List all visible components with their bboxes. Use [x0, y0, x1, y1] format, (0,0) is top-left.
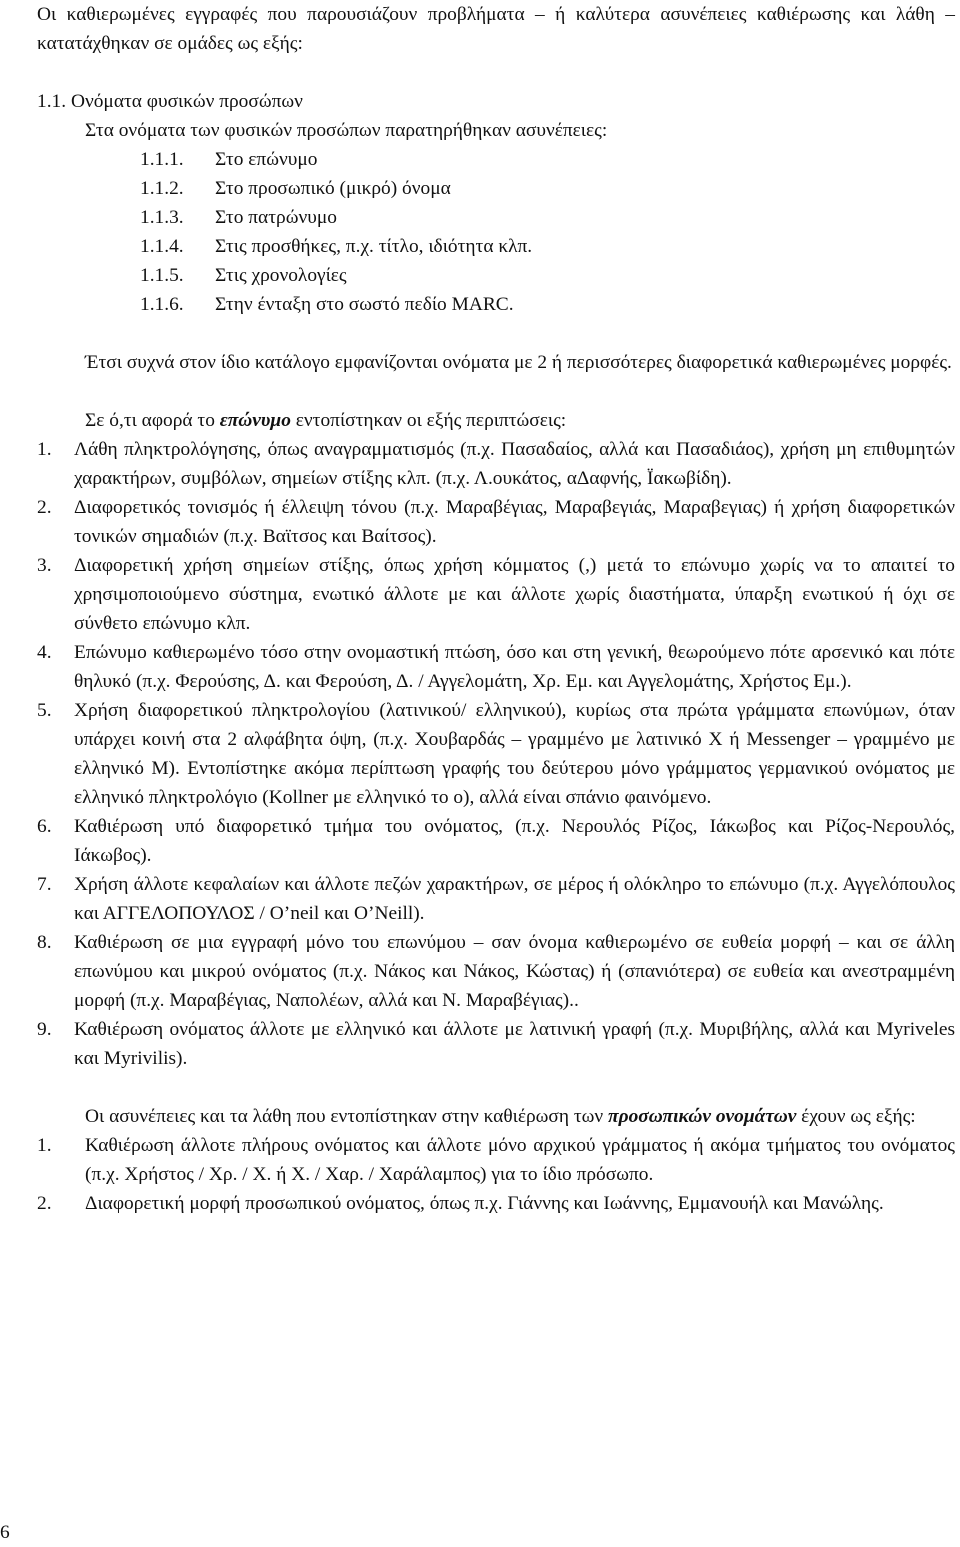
surname-case [37, 638, 955, 696]
personal-case-text: Καθιέρωση άλλοτε πλήρους ονόματος και άλλοτε μόνο αρχικού γράμματος ή ακόμα τμήματος του ονόματος (π.χ. Χρήστος / Χρ. / Χ. ή Χ. / Χαρ. / Χαράλαμπος) για το ίδιο πρόσωπο. [85, 1135, 955, 1185]
surname-case-list [37, 435, 955, 1073]
personal-lead: Οι ασυνέπειες και τα λάθη που εντοπίστηκαν στην καθιέρωση των προσωπικών ονομάτων έχουν ως εξής: [85, 1106, 916, 1127]
personal-emphasis: προσωπικών ονομάτων [608, 1106, 797, 1127]
subsection-item-text: Στο επώνυμο [215, 149, 318, 170]
personal-case-list [37, 1131, 955, 1218]
surname-cases [37, 435, 955, 1073]
personal-case-number: 1. [37, 1135, 52, 1156]
subsection-item-number: 1.1.6. [140, 294, 184, 315]
surname-case-number: 9. [37, 1019, 52, 1040]
subsection-item-text: Στο πατρώνυμο [215, 207, 337, 228]
personal-case [37, 1131, 955, 1189]
surname-case-text: Λάθη πληκτρολόγησης, όπως αναγραμματισμός (π.χ. Πασαδαίος, αλλά και Πασαδιάος), χρήση μη επιθυμητών χαρακτήρων, συμβόλων, σημείων στίξης κλπ. (π.χ. Λ.ουκάτος, αΔαφνής, Ïακωβίδη). [74, 439, 955, 489]
subsection-item [140, 232, 955, 261]
surname-case-number: 3. [37, 555, 52, 576]
subsection-item [140, 261, 955, 290]
document-page [37, 0, 955, 1218]
subsection-item [140, 290, 955, 319]
surname-case-text: Χρήση άλλοτε κεφαλαίων και άλλοτε πεζών χαρακτήρων, σε μέρος ή ολόκληρο το επώνυμο (π.χ. Αγγελόπουλος και ΑΓΓΕΛΟΠΟΥΛΟΣ / O’neil και O’Neill). [74, 874, 955, 924]
surname-case [37, 812, 955, 870]
subsection-item-text: Στο προσωπικό (μικρό) όνομα [215, 178, 451, 199]
surname-case [37, 551, 955, 638]
surname-case [37, 928, 955, 1015]
personal-case-number: 2. [37, 1193, 52, 1214]
surname-case-text: Καθιέρωση υπό διαφορετικό τμήμα του ονόματος, (π.χ. Νερουλός Ρίζος, Ιάκωβος και Ρίζος-Νερουλός, Ιάκωβος). [74, 816, 955, 866]
surname-case-number: 7. [37, 874, 52, 895]
personal-case [37, 1189, 955, 1218]
surname-emphasis: επώνυμο [219, 410, 291, 431]
surname-case-text: Καθιέρωση ονόματος άλλοτε με ελληνικό και άλλοτε με λατινική γραφή (π.χ. Μυριβήλης, αλλά και Myriveles και Myrivilis). [74, 1019, 955, 1069]
surname-case-number: 8. [37, 932, 52, 953]
intro-paragraph: Οι καθιερωμένες εγγραφές που παρουσιάζουν προβλήματα – ή καλύτερα ασυνέπειες καθιέρωσης και λάθη – κατατάχθηκαν σε ομάδες ως εξής: [37, 4, 955, 54]
subsection-item [140, 145, 955, 174]
subsection-item-number: 1.1.1. [140, 149, 184, 170]
personal-case-text: Διαφορετική μορφή προσωπικού ονόματος, όπως π.χ. Γιάννης και Ιωάννης, Εμμανουήλ και Μανώλης. [85, 1193, 884, 1214]
subsection-item-text: Στις χρονολογίες [215, 265, 347, 286]
subsection-item-number: 1.1.2. [140, 178, 184, 199]
surname-case-number: 6. [37, 816, 52, 837]
surname-case-text: Χρήση διαφορετικού πληκτρολογίου (λατινικού/ ελληνικού), κυρίως στα πρώτα γράμματα επωνύμων, όταν υπάρχει κοινή στα 2 αλφάβητα όψη, (π.χ. Χουβαρδάς – γραμμένο με λατινικό X ή Messenger – γραμμένο με ελληνικό Μ). Εντοπίστηκε ακόμα περίπτωση γραφής του δεύτερου μόνο γράμματος γερμανικού ονόματος με ελληνικό πληκτρολόγιο (Kollner με ελληνικό το o), αλλά είναι σπάνιο φαινόμενο. [74, 700, 955, 808]
surname-case [37, 493, 955, 551]
surname-case-text: Καθιέρωση σε μια εγγραφή μόνο του επωνύμου – σαν όνομα καθιερωμένο σε ευθεία μορφή – και σε άλλη επωνύμου και μικρού ονόματος (π.χ. Νάκος και Νάκος, Κώστας) ή (σπανιότερα) σε ευθεία και ανεστραμμένη μορφή (π.χ. Μαραβέγιας, Ναπολέων, αλλά και Ν. Μαραβέγιας).. [74, 932, 955, 1011]
surname-case-number: 5. [37, 700, 52, 721]
subsection-item-number: 1.1.3. [140, 207, 184, 228]
page-number: 6 [0, 1522, 10, 1543]
surname-lead: Σε ό,τι αφορά το επώνυμο εντοπίστηκαν οι εξής περιπτώσεις: [85, 410, 567, 431]
surname-case-number: 2. [37, 497, 52, 518]
surname-case-text: Διαφορετική χρήση σημείων στίξης, όπως χρήση κόμματος (,) μετά το επώνυμο χωρίς να το απαιτεί το χρησιμοποιούμενο σύστημα, ενωτικό άλλοτε με και άλλοτε χωρίς διαστήματα, ύπαρξη ενωτικού ή όχι σε σύνθετο επώνυμο κλπ. [74, 555, 955, 634]
section-lead: Στα ονόματα των φυσικών προσώπων παρατηρήθηκαν ασυνέπειες: [85, 120, 608, 141]
section-number: 1.1. [37, 91, 67, 112]
personal-cases [37, 1131, 955, 1218]
subsection-item-number: 1.1.4. [140, 236, 184, 257]
surname-case-number: 1. [37, 439, 52, 460]
section-title: Ονόματα φυσικών προσώπων [70, 91, 303, 112]
surname-case [37, 696, 955, 812]
section-heading [37, 87, 955, 116]
surname-case [37, 1015, 955, 1073]
subsection-item-number: 1.1.5. [140, 265, 184, 286]
subsection-list [37, 145, 955, 319]
subsection-item-text: Στις προσθήκες, π.χ. τίτλο, ιδιότητα κλπ. [215, 236, 533, 257]
paragraph-variant-forms: Έτσι συχνά στον ίδιο κατάλογο εμφανίζονται ονόματα με 2 ή περισσότερες διαφορετικά καθιερωμένες μορφές. [85, 352, 952, 373]
surname-case [37, 870, 955, 928]
surname-case-number: 4. [37, 642, 52, 663]
surname-case-text: Επώνυμο καθιερωμένο τόσο στην ονομαστική πτώση, όσο και στη γενική, θεωρούμενο πότε αρσενικό και πότε θηλυκό (π.χ. Φερούσης, Δ. και Φερούση, Δ. / Αγγελομάτη, Χρ. Εμ. και Αγγελομάτης, Χρήστος Εμ.). [74, 642, 955, 692]
subsection-item-text: Στην ένταξη στο σωστό πεδίο MARC. [215, 294, 514, 315]
surname-case-text: Διαφορετικός τονισμός ή έλλειψη τόνου (π.χ. Μαραβέγιας, Μαραβεγιάς, Μαραβεγιας) ή χρήση διαφορετικών τονικών σημαδιών (π.χ. Βαϊτσος και Βαίτσος). [74, 497, 955, 547]
subsection-item [140, 203, 955, 232]
surname-case [37, 435, 955, 493]
subsection-item [140, 174, 955, 203]
